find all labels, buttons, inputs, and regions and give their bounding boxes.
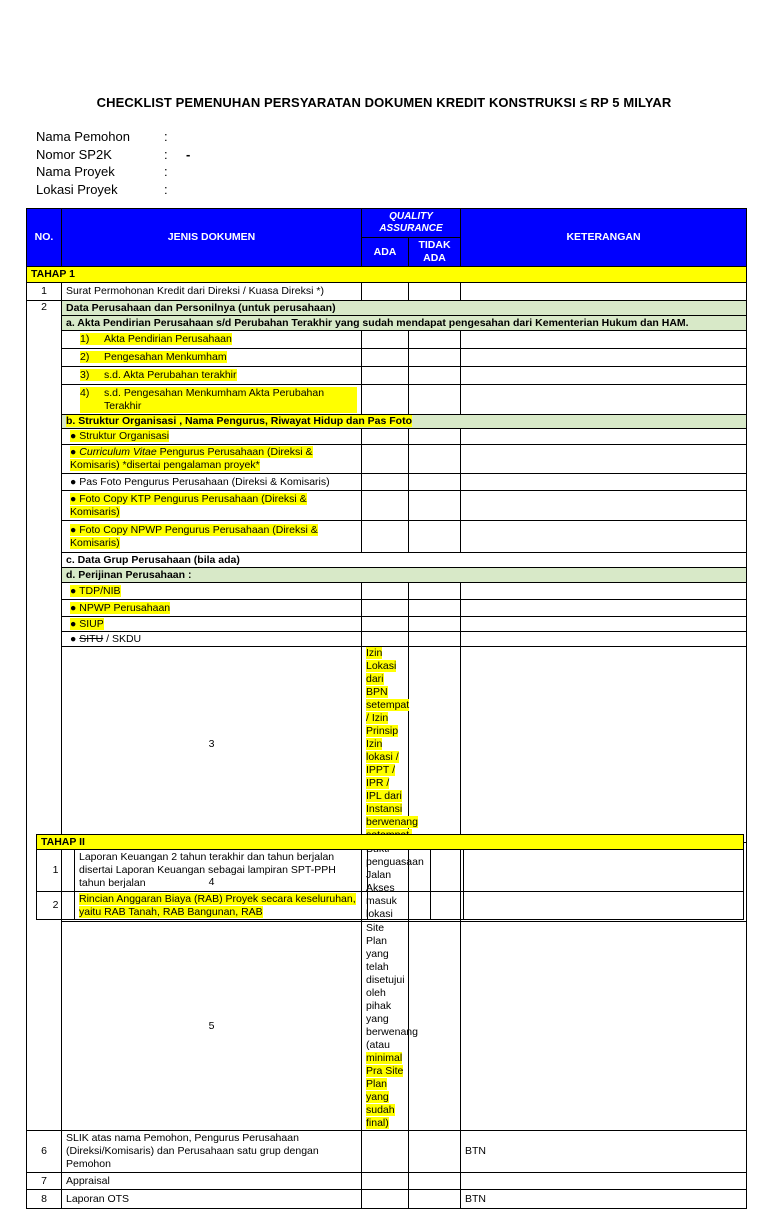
info-label: Nama Pemohon	[36, 129, 130, 144]
ada-checkbox-cell[interactable]	[362, 1173, 409, 1190]
ada-checkbox-cell[interactable]	[362, 521, 409, 553]
info-label: Lokasi Proyek	[36, 181, 118, 197]
table-row	[27, 553, 747, 568]
ada-checkbox-cell[interactable]	[362, 445, 409, 474]
ada-checkbox-cell[interactable]	[362, 600, 409, 617]
document-name	[62, 385, 362, 415]
item-text: s.d. Pengesahan Menkumham Akta Perubahan Terakhir	[104, 387, 357, 413]
document-name	[362, 922, 418, 1131]
document-name: ● Foto Copy KTP Pengurus Perusahaan (Direksi & Komisaris)	[62, 491, 362, 521]
document-name: Laporan OTS	[62, 1190, 362, 1209]
document-name: ● Curriculum Vitae Pengurus Perusahaan (Direksi & Komisaris) *disertai pengalaman proyek*	[62, 445, 362, 474]
table-row	[27, 491, 747, 521]
item-text-highlight: minimal Pra Site Plan yang sudah final)	[366, 1052, 404, 1129]
table-row	[27, 521, 747, 553]
item-text: TDP/NIB	[79, 584, 121, 597]
ada-checkbox-cell[interactable]	[362, 583, 409, 600]
info-row-nama-pemohon	[36, 128, 190, 146]
row-number: 3	[62, 647, 362, 843]
ada-checkbox-cell[interactable]	[362, 1190, 409, 1209]
table-row	[27, 349, 747, 367]
document-name	[62, 331, 362, 349]
tidak-ada-checkbox-cell[interactable]	[409, 349, 461, 367]
info-colon: :	[164, 146, 168, 162]
ada-checkbox-cell[interactable]	[362, 632, 409, 647]
tidak-ada-checkbox-cell[interactable]	[409, 331, 461, 349]
ada-checkbox-cell[interactable]	[362, 474, 409, 491]
tidak-ada-checkbox-cell[interactable]	[409, 429, 461, 445]
document-name	[62, 349, 362, 367]
subsection-heading: Data Perusahaan dan Personilnya (untuk perusahaan)	[62, 301, 747, 316]
header-tidak-ada: TIDAK ADA	[409, 238, 461, 267]
checklist-table-tahap-1	[26, 208, 747, 1209]
info-row-nama-proyek	[36, 163, 190, 181]
item-number: 1)	[80, 333, 90, 345]
info-label: Nomor SP2K	[36, 146, 112, 162]
header-ada: ADA	[362, 238, 409, 267]
item-text: Izin lokasi / IPPT / IPR / IPL dari Instansi berwenang	[366, 738, 418, 841]
row-number: 8	[27, 1190, 62, 1209]
ada-checkbox-cell[interactable]	[362, 429, 409, 445]
tidak-ada-checkbox-cell[interactable]	[409, 583, 461, 600]
keterangan-cell[interactable]	[461, 367, 747, 385]
keterangan-cell[interactable]	[461, 429, 747, 445]
info-row-nomor-sp2k	[36, 146, 190, 164]
table-row	[27, 283, 747, 301]
item-text: NPWP Perusahaan	[79, 601, 171, 614]
keterangan-cell[interactable]	[461, 491, 747, 521]
keterangan-cell[interactable]	[461, 474, 747, 491]
keterangan-cell[interactable]	[461, 617, 747, 632]
table-row	[27, 331, 747, 349]
table-row	[27, 922, 747, 1131]
item-text-struck: SITU	[79, 632, 104, 645]
table-row	[27, 617, 747, 632]
document-name: ● NPWP Perusahaan	[62, 600, 362, 617]
item-text-italic: Curriculum Vitae	[79, 446, 157, 458]
ada-checkbox-cell[interactable]	[368, 892, 431, 920]
tidak-ada-checkbox-cell[interactable]	[461, 922, 747, 1131]
ada-checkbox-cell[interactable]	[362, 367, 409, 385]
item-text: / SKDU	[103, 632, 142, 645]
table-row	[27, 474, 747, 491]
table-row	[27, 367, 747, 385]
ada-checkbox-cell[interactable]	[362, 617, 409, 632]
keterangan-cell[interactable]	[461, 583, 747, 600]
keterangan-cell[interactable]	[461, 600, 747, 617]
ada-checkbox-cell[interactable]	[362, 283, 409, 301]
table-row	[27, 568, 747, 583]
tidak-ada-checkbox-cell[interactable]	[431, 850, 464, 892]
table-row	[27, 316, 747, 331]
subsection-c-title: c. Data Grup Perusahaan (bila ada)	[62, 553, 747, 568]
item-text: Site Plan yang telah disetujui oleh pihak yang berwenang	[366, 922, 418, 1038]
table-row	[27, 301, 747, 316]
table-row	[27, 429, 747, 445]
document-name: ● Foto Copy NPWP Pengurus Perusahaan (Direksi & Komisaris)	[62, 521, 362, 553]
row-number: 5	[62, 922, 362, 1131]
item-text: (atau	[366, 1039, 390, 1051]
section-label-tahap-2: TAHAP II	[37, 835, 744, 850]
table-row	[27, 647, 747, 843]
document-name: ● SIUP	[62, 617, 362, 632]
item-text: Izin Lokasi dari BPN setempat / Izin Prinsip	[366, 647, 410, 737]
section-row-tahap-2	[37, 835, 744, 850]
table-row	[37, 892, 744, 920]
table-row	[27, 385, 747, 415]
tidak-ada-checkbox-cell[interactable]	[431, 892, 464, 920]
tidak-ada-checkbox-cell[interactable]	[409, 632, 461, 647]
item-text: Pas Foto Pengurus Perusahaan (Direksi & Komisaris)	[79, 475, 330, 488]
header-jenis-dokumen: JENIS DOKUMEN	[62, 209, 362, 267]
tidak-ada-checkbox-cell[interactable]	[461, 647, 747, 843]
subsection-b-title	[62, 415, 747, 429]
item-text: Akta Pendirian Perusahaan	[104, 333, 232, 345]
document-name: ● Struktur Organisasi	[62, 429, 362, 445]
subsection-b-title-text: b. Struktur Organisasi , Nama Pengurus, Riwayat Hidup dan Pas Foto	[66, 415, 412, 427]
keterangan-cell[interactable]: BTN	[461, 1131, 747, 1173]
info-colon: :	[164, 129, 168, 144]
table-row	[27, 1131, 747, 1173]
tidak-ada-checkbox-cell[interactable]	[409, 491, 461, 521]
keterangan-cell[interactable]: BTN	[461, 1190, 747, 1209]
table-row	[27, 445, 747, 474]
document-name: Appraisal	[62, 1173, 362, 1190]
table-row	[27, 415, 747, 429]
table-header-row	[27, 209, 747, 238]
table-row	[27, 632, 747, 647]
row-number: 1	[27, 283, 62, 301]
document-name: Laporan Keuangan 2 tahun terakhir dan tahun berjalan disertai Laporan Keuangan sebagai lampiran SPT-PPH tahun berjalan	[75, 850, 368, 892]
table-row	[27, 1190, 747, 1209]
tidak-ada-checkbox-cell[interactable]	[409, 283, 461, 301]
tidak-ada-checkbox-cell[interactable]	[409, 385, 461, 415]
info-colon: :	[164, 181, 168, 197]
tidak-ada-checkbox-cell[interactable]	[409, 1190, 461, 1209]
document-name: ● Pas Foto Pengurus Perusahaan (Direksi & Komisaris)	[62, 474, 362, 491]
keterangan-cell[interactable]	[461, 349, 747, 367]
keterangan-cell[interactable]	[461, 1173, 747, 1190]
table-row	[37, 850, 744, 892]
info-colon: :	[164, 164, 168, 179]
info-value: -	[186, 146, 191, 162]
item-text: Pengesahan Menkumham	[104, 351, 227, 363]
tidak-ada-checkbox-cell[interactable]	[409, 1131, 461, 1173]
keterangan-cell[interactable]	[461, 521, 747, 553]
keterangan-cell[interactable]	[464, 850, 744, 892]
applicant-info	[36, 128, 190, 198]
keterangan-cell[interactable]	[461, 632, 747, 647]
section-row-tahap-1	[27, 267, 747, 283]
keterangan-cell[interactable]	[461, 283, 747, 301]
ada-checkbox-cell[interactable]	[362, 349, 409, 367]
tidak-ada-checkbox-cell[interactable]	[409, 521, 461, 553]
tidak-ada-checkbox-cell[interactable]	[409, 600, 461, 617]
document-name	[362, 647, 418, 843]
document-name	[75, 892, 368, 920]
item-number: 4)	[80, 387, 104, 413]
table-row	[27, 600, 747, 617]
item-number: 2)	[80, 351, 90, 363]
header-keterangan: KETERANGAN	[461, 209, 747, 267]
section-label-tahap-1: TAHAP 1	[27, 267, 747, 283]
table-row	[27, 1173, 747, 1190]
header-quality-assurance: QUALITY ASSURANCE	[362, 209, 461, 238]
item-text: SIUP	[79, 617, 104, 630]
document-name: ● TDP/NIB	[62, 583, 362, 600]
keterangan-cell[interactable]	[461, 385, 747, 415]
info-row-lokasi-proyek	[36, 181, 190, 199]
ada-checkbox-cell[interactable]	[409, 647, 461, 843]
row-number: 7	[27, 1173, 62, 1190]
keterangan-cell[interactable]	[461, 331, 747, 349]
item-text: Foto Copy KTP Pengurus Perusahaan (Direksi & Komisaris)	[70, 492, 307, 518]
keterangan-cell[interactable]	[461, 445, 747, 474]
row-number: 2	[27, 301, 62, 1131]
document-name	[62, 367, 362, 385]
document-name: penguasaan Jalan Akses masuk lokasi	[362, 843, 409, 922]
tidak-ada-checkbox-cell[interactable]	[409, 445, 461, 474]
document-name: Surat Permohonan Kredit dari Direksi / Kuasa Direksi *)	[62, 283, 362, 301]
ada-checkbox-cell[interactable]	[362, 491, 409, 521]
row-number: 6	[27, 1131, 62, 1173]
tidak-ada-checkbox-cell[interactable]	[409, 617, 461, 632]
document-name: ● SITU / SKDU	[62, 632, 362, 647]
item-text: Rincian Anggaran Biaya (RAB) Proyek secara keseluruhan, yaitu RAB Tanah, RAB Bangunan, RAB	[79, 892, 356, 918]
item-text: Foto Copy NPWP Pengurus Perusahaan (Direksi & Komisaris)	[70, 523, 318, 549]
document-title: CHECKLIST PEMENUHAN PERSYARATAN DOKUMEN KREDIT KONSTRUKSI ≤ RP 5 MILYAR	[96, 95, 672, 110]
ada-checkbox-cell[interactable]	[362, 385, 409, 415]
subsection-d-title: d. Perijinan Perusahaan :	[62, 568, 747, 583]
item-number: 3)	[80, 369, 90, 381]
item-text: Pengurus Perusahaan (Direksi & Komisaris) *disertai pengalaman proyek*	[70, 446, 313, 471]
subsection-a-title: a. Akta Pendirian Perusahaan s/d Perubahan Terakhir yang sudah mendapat pengesahan dari Kementerian Hukum dan HAM.	[62, 316, 747, 331]
item-text: s.d. Akta Perubahan terakhir	[104, 369, 237, 381]
checklist-table-tahap-2	[36, 834, 744, 920]
tidak-ada-checkbox-cell[interactable]	[409, 1173, 461, 1190]
tidak-ada-checkbox-cell[interactable]	[409, 367, 461, 385]
ada-checkbox-cell[interactable]	[362, 1131, 409, 1173]
keterangan-cell[interactable]	[464, 892, 744, 920]
document-name: SLIK atas nama Pemohon, Pengurus Perusahaan (Direksi/Komisaris) dan Perusahaan satu grup dengan Pemohon	[62, 1131, 362, 1173]
ada-checkbox-cell[interactable]	[362, 331, 409, 349]
row-number: 4	[62, 843, 362, 922]
table-row	[27, 583, 747, 600]
tidak-ada-checkbox-cell[interactable]	[409, 474, 461, 491]
row-number: 1	[37, 850, 75, 892]
info-label: Nama Proyek	[36, 164, 115, 179]
row-number: 2	[37, 892, 75, 920]
ada-checkbox-cell[interactable]	[368, 850, 431, 892]
item-text: Struktur Organisasi	[79, 430, 170, 442]
header-no: NO.	[27, 209, 62, 267]
